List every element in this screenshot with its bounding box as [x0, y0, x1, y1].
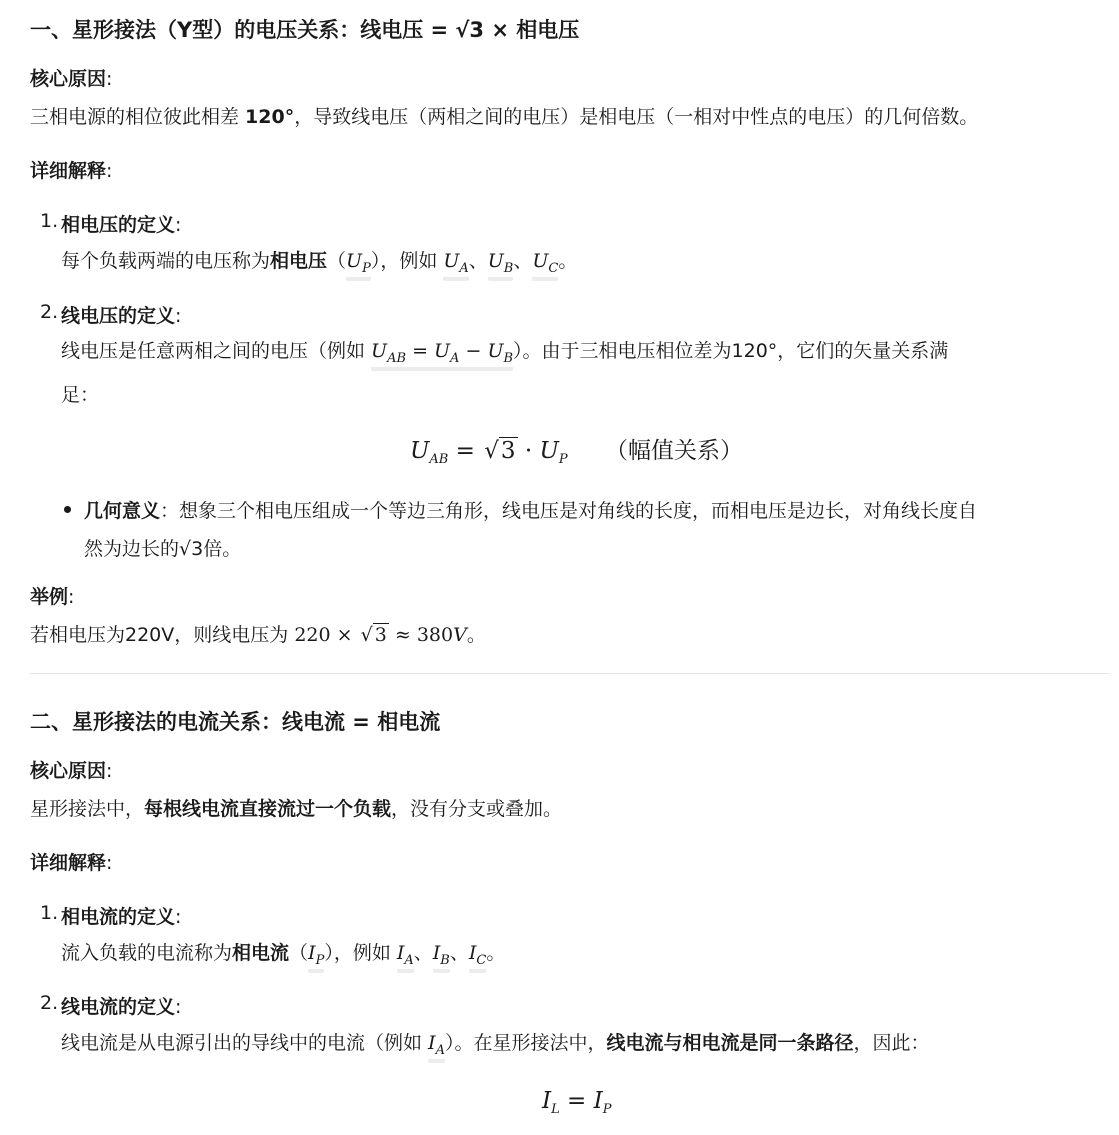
core-label-text: 核心原因: [30, 760, 107, 782]
bold-text: 每根线电流直接流过一个负载: [144, 798, 392, 820]
bold-text: 相电流: [232, 942, 290, 964]
math-uc: $U_C$: [532, 250, 558, 281]
math-ic: $I_C$: [469, 942, 486, 973]
text: ，因此：: [853, 1032, 930, 1054]
math-uab-eq: $U_{AB} = U_A - U_B$: [371, 340, 513, 371]
section1-example-text: 若相电压为220V，则线电压为 220 × √ 3 ≈ 380V。: [30, 624, 486, 646]
text: ），例如: [324, 942, 397, 964]
item-title-text: 相电流的定义: [61, 906, 176, 928]
text: 线电流是从电源引出的导线中的电流（例如: [61, 1032, 429, 1054]
core-text-b: ，导致线电压（两相之间的电压）是相电压（一相对中性点的电压）的几何倍数。: [294, 106, 979, 128]
math-example: 220 × √ 3 ≈ 380V: [294, 624, 467, 646]
text: 流入负载的电流称为: [61, 942, 233, 964]
text: ），例如: [370, 250, 444, 272]
example-label-text: 举例: [30, 586, 69, 608]
formula-note: （幅值关系）: [604, 438, 743, 464]
bold-text: 相电压: [270, 250, 328, 272]
section1-core-label: 核心原因:: [30, 68, 113, 90]
list-number: 1.: [40, 902, 59, 924]
math-ia: $I_A$: [428, 1032, 445, 1063]
list-number: 2.: [40, 301, 59, 323]
item-text: 每个负载两端的电压称为相电压$(U_P)$，例如 $U_A$、$U_B$、$U_C$。: [61, 246, 577, 281]
math-ia: $I_A$: [397, 942, 414, 973]
section-divider: [30, 673, 1110, 674]
item-title-text: 线电压的定义: [61, 305, 176, 327]
item-title-text: 线电流的定义: [61, 996, 176, 1018]
text: ，没有分支或叠加。: [391, 798, 563, 820]
math-ub: $U_B$: [488, 250, 514, 281]
item-text-cont: 足：: [61, 384, 100, 406]
math-ib: $I_B$: [433, 942, 450, 973]
section2-core-text: [30, 794, 562, 821]
bullet-text: [84, 496, 977, 523]
sqrt: √3: [484, 438, 516, 464]
math-up: $U_P$: [346, 250, 371, 281]
bullet-dot: [64, 506, 71, 513]
item-title: 相电流的定义:: [61, 906, 182, 928]
bullet-title: 几何意义: [84, 500, 161, 522]
list-number: 1.: [40, 210, 59, 232]
section2-detail-label: 详细解释:: [30, 852, 113, 874]
item-text: [61, 336, 948, 371]
text: 线电压是任意两相之间的电压（例如: [61, 340, 372, 362]
section1-detail-label: 详细解释:: [30, 160, 113, 182]
section1-heading: 一、星形接法（Y型）的电压关系：线电压 = √3 × 相电压: [30, 18, 580, 42]
text: ：想象三个相电压组成一个等边三角形，线电压是对角线的长度，而相电压是边长，对角线长度自: [160, 500, 978, 522]
text: ）。由于三相电压相位差为120°，它们的矢量关系满: [513, 340, 949, 362]
item-title: 相电压的定义:: [61, 214, 182, 236]
core-text-a: 三相电源的相位彼此相差: [30, 106, 246, 128]
section2-core-label: 核心原因:: [30, 760, 113, 782]
display-formula-voltage: $U_{AB} = √3 \cdot U_P$ （幅值关系）: [410, 438, 743, 467]
text: 若相电压为220V，则线电压为: [30, 624, 295, 646]
item-title-text: 相电压的定义: [61, 214, 176, 236]
math-ua: $U_A$: [443, 250, 468, 281]
list-number: 2.: [40, 992, 59, 1014]
item-title: 线电流的定义:: [61, 996, 182, 1018]
section1-example-label: 举例:: [30, 586, 75, 608]
math-ip: $I_P$: [308, 942, 324, 973]
item-text: 流入负载的电流称为相电流$(I_P)$，例如 $I_A$、$I_B$、$I_C$。: [61, 938, 505, 973]
bold-text: 线电流与相电流是同一条路径: [606, 1032, 854, 1054]
text: 每个负载两端的电压称为: [61, 250, 271, 272]
item-title: 线电压的定义:: [61, 305, 182, 327]
item-text: [61, 1028, 930, 1063]
detail-label-text: 详细解释: [30, 160, 107, 182]
text: （: [289, 942, 309, 964]
section1-core-text: [30, 102, 978, 129]
bullet-text-cont: 然为边长的√3倍。: [84, 538, 242, 560]
core-text-bold: 120°: [245, 106, 295, 128]
text: （: [327, 250, 347, 272]
core-label-text: 核心原因: [30, 68, 107, 90]
text: 星形接法中，: [30, 798, 145, 820]
text: ）。在星形接法中，: [444, 1032, 607, 1054]
display-formula-current: $I_L = I_P$: [542, 1088, 612, 1117]
section2-heading: 二、星形接法的电流关系：线电流 = 相电流: [30, 710, 441, 734]
detail-label-text: 详细解释: [30, 852, 107, 874]
